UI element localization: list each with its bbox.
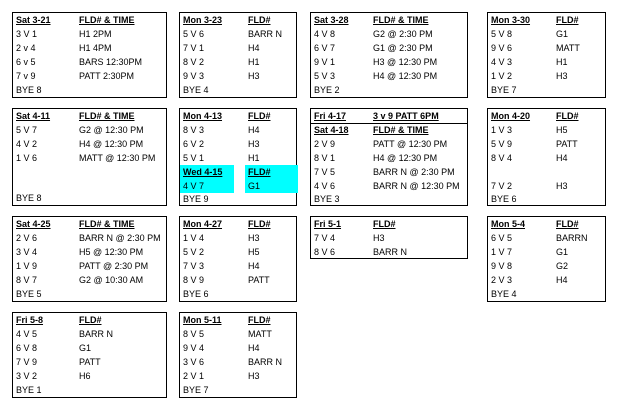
game-field: BARS 12:30PM	[79, 57, 143, 67]
field-header: FLD#	[373, 219, 396, 229]
card-date: Sat 4-11	[16, 111, 51, 121]
card-mon-5-4	[487, 216, 606, 302]
game-match: 9 V 6	[491, 43, 513, 53]
game-match: 7 V 5	[314, 167, 336, 177]
bye-label: BYE 7	[183, 385, 209, 395]
field-header: FLD# & TIME	[373, 15, 429, 25]
bye-label: BYE 4	[183, 85, 209, 95]
game-match: 7 V 4	[314, 233, 336, 243]
game-row	[13, 28, 166, 41]
game-row	[180, 124, 296, 137]
field-header: FLD# & TIME	[79, 111, 135, 121]
game-field: H3 @ 12:30 PM	[373, 57, 438, 67]
game-field: H4 @ 12:30 PM	[373, 71, 438, 81]
game-field: BARR N @ 12:30 PM	[373, 181, 460, 191]
card-date: Mon 5-4	[491, 219, 526, 229]
card-mon-3-30	[487, 12, 606, 98]
game-row	[13, 274, 166, 287]
game-row	[13, 356, 166, 369]
field-header: FLD#	[248, 111, 271, 121]
game-row	[488, 246, 605, 259]
game-field: BARR N	[248, 357, 283, 367]
game-field: BARR N	[248, 29, 283, 39]
bye-label: BYE 6	[183, 289, 209, 299]
game-field: G1 @ 2:30 PM	[373, 43, 433, 53]
game-field: G1	[248, 181, 261, 191]
game-match: 2 V 3	[491, 275, 513, 285]
game-field: H3	[248, 139, 260, 149]
bye-label: BYE 1	[16, 385, 42, 395]
game-row	[13, 246, 166, 259]
game-match: 9 V 8	[491, 261, 513, 271]
game-row	[180, 138, 296, 151]
card-date: Mon 3-30	[491, 15, 531, 25]
game-field: PATT @ 12:30 PM	[373, 139, 448, 149]
field-header: FLD# & TIME	[79, 15, 135, 25]
game-match: 2 V 1	[183, 371, 205, 381]
game-row	[311, 56, 467, 69]
game-match: 2 v 4	[16, 43, 36, 53]
game-match: 4 V 2	[16, 139, 38, 149]
game-match: 8 V 5	[183, 329, 205, 339]
wed-field-header: FLD#	[248, 167, 271, 177]
game-match: 4 V 8	[314, 29, 336, 39]
game-match: 6 V 2	[183, 139, 205, 149]
field-header: FLD#	[248, 15, 271, 25]
game-field: H3	[373, 233, 385, 243]
game-match: 5 V 6	[183, 29, 205, 39]
game-field: G1	[556, 29, 569, 39]
bye-label: BYE 7	[491, 85, 517, 95]
game-field: H4 @ 12:30 PM	[373, 153, 438, 163]
game-field: H6	[79, 371, 91, 381]
game-row	[311, 232, 467, 245]
game-match: 4 V 3	[491, 57, 513, 67]
game-field: H5 @ 12:30 PM	[79, 247, 144, 257]
game-field: MATT	[556, 43, 580, 53]
field-header: FLD#	[556, 111, 579, 121]
game-row	[311, 246, 467, 259]
game-row	[311, 28, 467, 41]
card-date: Sat 4-25	[16, 219, 51, 229]
card-date: Sat 3-28	[314, 15, 349, 25]
game-field: BARR N @ 2:30 PM	[79, 233, 161, 243]
bye-label: BYE 4	[491, 289, 517, 299]
field-header: FLD# & TIME	[79, 219, 135, 229]
game-match: 9 V 4	[183, 343, 205, 353]
game-row	[488, 56, 605, 69]
card-sat-3-28	[310, 12, 468, 98]
card-mon-5-11	[179, 312, 297, 398]
game-field: H3	[248, 233, 260, 243]
game-match: 3 V 1	[16, 29, 38, 39]
bye-label: BYE 3	[314, 194, 340, 204]
game-match: 6 V 5	[491, 233, 513, 243]
game-match: 3 V 4	[16, 247, 38, 257]
game-match: 8 V 2	[183, 57, 205, 67]
game-row	[13, 342, 166, 355]
game-row	[180, 28, 296, 41]
field-header: FLD# & TIME	[373, 125, 429, 135]
game-field: H4	[248, 125, 260, 135]
game-field: G2 @ 10:30 AM	[79, 275, 144, 285]
game-row	[180, 246, 296, 259]
card-sat-4-25	[12, 216, 167, 302]
game-match: 3 V 2	[16, 371, 38, 381]
game-row	[13, 42, 166, 55]
game-match: 7 V 1	[183, 43, 205, 53]
field-header: FLD#	[248, 315, 271, 325]
card-mon-4-20	[487, 108, 606, 206]
game-match: 1 V 7	[491, 247, 513, 257]
game-row	[180, 356, 296, 369]
game-match: 5 V 2	[183, 247, 205, 257]
game-field: MATT	[248, 329, 272, 339]
game-match: 8 V 9	[183, 275, 205, 285]
game-match: 7 V 2	[491, 181, 513, 191]
card-date: Fri 5-8	[16, 315, 44, 325]
game-row	[180, 42, 296, 55]
game-field: H1	[248, 153, 260, 163]
game-field: BARRN	[556, 233, 588, 243]
game-field: H4	[248, 343, 260, 353]
game-match: 1 V 9	[16, 261, 38, 271]
bye-label: BYE 5	[16, 289, 42, 299]
field-header: FLD#	[556, 219, 579, 229]
card-date: Mon 3-23	[183, 15, 223, 25]
game-field: G2	[556, 261, 569, 271]
game-match: 1 V 2	[491, 71, 513, 81]
field-header: FLD#	[79, 315, 102, 325]
bye-label: BYE 9	[183, 194, 209, 204]
game-row	[488, 138, 605, 151]
game-field: H1	[248, 57, 260, 67]
card-mon-4-27	[179, 216, 297, 302]
game-match: 8 V 6	[314, 247, 336, 257]
game-field: PATT @ 2:30 PM	[79, 261, 149, 271]
game-row	[488, 152, 605, 165]
game-row	[180, 56, 296, 69]
game-match: 6 V 7	[314, 43, 336, 53]
fri-note: 3 v 9 PATT 6PM	[373, 111, 439, 121]
card-sat-3-21	[12, 12, 167, 98]
game-field: H1 4PM	[79, 43, 112, 53]
game-row	[180, 232, 296, 245]
sat-date: Sat 4-18	[314, 125, 349, 135]
game-row	[13, 138, 166, 151]
game-match: 7 v 9	[16, 71, 36, 81]
card-mon-4-13	[179, 108, 297, 206]
game-row	[311, 138, 467, 151]
game-row	[180, 152, 296, 165]
game-match: 5 V 3	[314, 71, 336, 81]
game-row	[13, 260, 166, 273]
field-header: FLD#	[248, 219, 271, 229]
game-row	[311, 42, 467, 55]
game-field: PATT	[248, 275, 270, 285]
game-field: H3	[556, 181, 568, 191]
game-field: H3	[248, 71, 260, 81]
game-row	[311, 180, 467, 193]
game-row	[488, 232, 605, 245]
game-row	[180, 274, 296, 287]
bye-label: BYE 2	[314, 85, 340, 95]
game-match: 8 V 1	[314, 153, 336, 163]
game-field: PATT	[79, 357, 101, 367]
game-match: 4 V 7	[183, 181, 205, 191]
card-sat-4-11	[12, 108, 167, 206]
game-match: 9 V 3	[183, 71, 205, 81]
game-match: 8 V 3	[183, 125, 205, 135]
game-row	[488, 70, 605, 83]
game-field: BARR N @ 2:30 PM	[373, 167, 455, 177]
game-match: 1 V 3	[491, 125, 513, 135]
game-row	[13, 152, 166, 165]
card-date: Fri 4-17	[314, 111, 347, 121]
game-field: G1	[556, 247, 569, 257]
game-match: 5 V 9	[491, 139, 513, 149]
game-field: PATT 2:30PM	[79, 71, 135, 81]
game-field: H5	[248, 247, 260, 257]
card-fri-5-1	[310, 216, 468, 259]
game-match: 7 V 3	[183, 261, 205, 271]
game-row	[180, 370, 296, 383]
game-row	[180, 342, 296, 355]
game-match: 2 V 6	[16, 233, 38, 243]
card-date: Mon 4-27	[183, 219, 223, 229]
game-match: 8 V 4	[491, 153, 513, 163]
game-row	[13, 124, 166, 137]
card-fri-5-8	[12, 312, 167, 398]
game-field: H4	[248, 261, 260, 271]
bye-label: BYE 6	[491, 194, 517, 204]
game-row	[13, 232, 166, 245]
game-row	[180, 180, 296, 193]
game-match: 4 V 6	[314, 181, 336, 191]
card-date: Mon 4-20	[491, 111, 531, 121]
game-match: 6 V 8	[16, 343, 38, 353]
card-date: Mon 5-11	[183, 315, 222, 325]
game-field: H1 2PM	[79, 29, 112, 39]
game-field: G1	[79, 343, 92, 353]
game-match: 6 v 5	[16, 57, 36, 67]
game-row	[13, 56, 166, 69]
bye-label: BYE 8	[16, 85, 42, 95]
game-field: H4	[556, 153, 568, 163]
game-field: H4	[556, 275, 568, 285]
game-row	[311, 166, 467, 179]
game-row	[13, 370, 166, 383]
game-field: G2 @ 12:30 PM	[79, 125, 144, 135]
game-row	[311, 70, 467, 83]
game-match: 3 V 6	[183, 357, 205, 367]
game-match: 5 V 7	[16, 125, 38, 135]
game-match: 1 V 6	[16, 153, 38, 163]
game-match: 4 V 5	[16, 329, 38, 339]
game-row	[488, 124, 605, 137]
game-match: 2 V 9	[314, 139, 336, 149]
game-row	[488, 274, 605, 287]
card-date: Sat 3-21	[16, 15, 51, 25]
game-field: MATT @ 12:30 PM	[79, 153, 156, 163]
game-match: 7 V 9	[16, 357, 38, 367]
game-row	[311, 152, 467, 165]
game-match: 5 V 8	[491, 29, 513, 39]
game-row	[13, 70, 166, 83]
game-match: 9 V 1	[314, 57, 336, 67]
game-match: 5 V 1	[183, 153, 205, 163]
game-row	[488, 180, 605, 193]
game-row	[180, 328, 296, 341]
game-field: H1	[556, 57, 568, 67]
field-header: FLD#	[556, 15, 579, 25]
game-field: G2 @ 2:30 PM	[373, 29, 433, 39]
bye-label: BYE 8	[16, 193, 42, 203]
game-field: H4	[248, 43, 260, 53]
game-match: 1 V 4	[183, 233, 205, 243]
game-row	[488, 28, 605, 41]
card-fri-4-17	[310, 108, 468, 206]
card-mon-3-23	[179, 12, 297, 98]
game-field: H4 @ 12:30 PM	[79, 139, 144, 149]
wed-date: Wed 4-15	[183, 167, 223, 177]
game-field: H3	[556, 71, 568, 81]
game-row	[488, 42, 605, 55]
card-date: Mon 4-13	[183, 111, 223, 121]
game-field: H5	[556, 125, 568, 135]
card-date: Fri 5-1	[314, 219, 342, 229]
game-field: H3	[248, 371, 260, 381]
game-field: PATT	[556, 139, 578, 149]
game-row	[180, 70, 296, 83]
game-row	[13, 328, 166, 341]
game-row	[180, 260, 296, 273]
game-match: 8 V 7	[16, 275, 38, 285]
game-row	[488, 260, 605, 273]
game-field: BARR N	[79, 329, 114, 339]
game-field: BARR N	[373, 247, 408, 257]
